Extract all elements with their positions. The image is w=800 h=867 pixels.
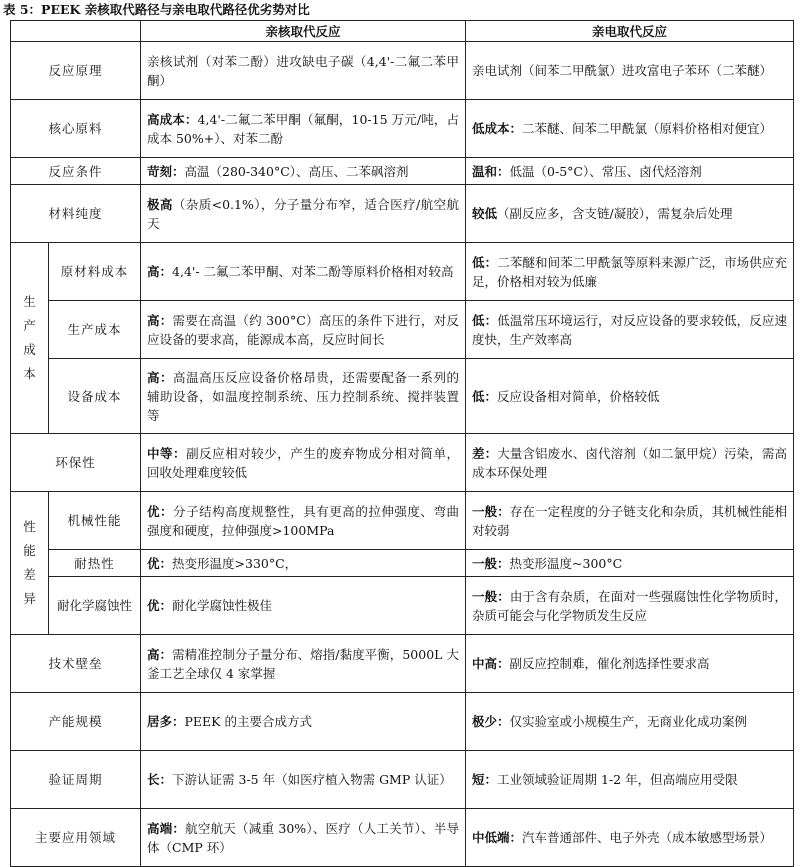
description: 副反应控制难，催化剂选择性要求高 [509,656,710,671]
row-label: 反应原理 [11,42,141,100]
rating: 优： [147,555,173,571]
nucleophilic-cell [141,185,466,243]
description: 二苯醚和间苯二甲酰氯等原料来源广泛，市场供应充足，价格相对较为低廉 [472,254,787,289]
description: 亲电试剂（间苯二甲酰氯）进攻富电子苯环（二苯醚） [472,63,773,78]
row-label: 耐化学腐蚀性 [49,577,141,635]
rating: 中高： [472,656,510,671]
row-label: 技术壁垒 [11,635,141,693]
table-row [11,158,794,185]
electrophilic-cell [466,42,794,100]
nucleophilic-cell [141,693,466,751]
electrophilic-cell [466,550,794,577]
rating: 一般： [472,588,510,604]
row-label: 主要应用领域 [11,809,141,867]
table-row [11,577,794,635]
description: 反应设备相对简单，价格较低 [497,388,660,404]
row-label: 生产成本 [49,301,141,359]
table-row [11,301,794,359]
rating: 居多： [147,714,185,729]
table-row [11,809,794,867]
row-label: 设备成本 [49,359,141,434]
electrophilic-cell [466,577,794,635]
description: 二苯醚、间苯二甲酰氯（原料价格相对便宜） [522,121,773,136]
rating: 高： [147,369,174,385]
description: 分子结构高度规整性，具有更高的拉伸强度、弯曲强度和硬度，拉伸强度>100MPa [147,503,459,538]
row-label: 材料纯度 [11,185,141,243]
description: 高温高压反应设备价格昂贵，还需要配备一系列的辅助设备，如温度控制系统、压力控制系统、搅拌装置等 [147,369,459,423]
rating: 温和： [472,163,510,179]
group-performance: 性能差异 [11,492,49,635]
description: 需要在高温（约 300°C）高压的条件下进行，对反应设备的要求高，能源成本高，反应时间长 [147,312,459,347]
description: 低温常压环境运行，对反应设备的要求较低，反应速度快，生产效率高 [472,312,787,347]
description: 4,4'- 二氟二苯甲酮、对苯二酚等原料价格相对较高 [172,264,454,279]
rating: 高： [147,312,173,328]
description: 航空航天（减重 30%）、医疗（人工关节）、半导体（CMP 环） [147,820,459,855]
rating: 低： [472,254,498,270]
electrophilic-cell [466,635,794,693]
rating: 苛刻： [147,163,185,179]
description: 高温（280-340°C）、高压、二苯砜溶剂 [184,163,409,179]
table-row [11,243,794,301]
description: 工业领域验证周期 1-2 年，但高端应用受限 [497,772,738,787]
description: （副反应多，含支链/凝胶），需复杂后处理 [497,206,733,221]
description: 下游认证需 3-5 年（如医疗植入物需 GMP 认证） [172,772,452,787]
description: 热变形温度>330°C， [172,555,298,571]
electrophilic-cell [466,693,794,751]
group-production-cost: 生产成本 [11,243,49,434]
rating: 一般： [472,555,510,571]
rating: 极少： [472,714,510,729]
rating: 长： [147,772,173,787]
table-row [11,434,794,492]
nucleophilic-cell [141,751,466,809]
description: PEEK 的主要合成方式 [184,714,312,729]
rating: 低成本： [472,121,523,136]
description: 亲核试剂（对苯二酚）进攻缺电子碳（4,4'-二氟二苯甲酮） [147,53,459,88]
electrophilic-cell [466,100,794,158]
description: 需精准控制分子量分布、熔指/黏度平衡，5000L 大釜工艺全球仅 4 家掌握 [147,646,459,681]
row-label: 原材料成本 [49,243,141,301]
description: 副反应相对较少，产生的废弃物成分相对简单，回收处理难度较低 [147,445,459,480]
table-row [11,185,794,243]
electrophilic-cell [466,359,794,434]
electrophilic-cell [466,492,794,550]
rating: 一般： [472,503,510,519]
row-label: 环保性 [11,434,141,492]
description: 热变形温度~300°C [509,555,623,571]
rating: 中等： [147,445,187,461]
row-label: 验证周期 [11,751,141,809]
description: 由于含有杂质，在面对一些强腐蚀性化学物质时，杂质可能会与化学物质发生反应 [472,588,787,623]
row-label: 耐热性 [49,550,141,577]
rating: 差： [472,445,498,461]
row-label: 产能规模 [11,693,141,751]
electrophilic-cell [466,301,794,359]
nucleophilic-cell [141,434,466,492]
row-label: 核心原料 [11,100,141,158]
row-label: 反应条件 [11,158,141,185]
description: （杂质<0.1%），分子量分布窄，适合医疗/航空航天 [147,196,459,231]
description: 耐化学腐蚀性极佳 [172,598,273,613]
nucleophilic-cell [141,42,466,100]
electrophilic-cell [466,809,794,867]
nucleophilic-cell [141,301,466,359]
description: 汽车普通部件、电子外壳（成本敏感型场景） [522,830,773,845]
rating: 优： [147,503,174,519]
table-row [11,693,794,751]
electrophilic-cell [466,434,794,492]
comparison-table [10,20,794,867]
electrophilic-cell [466,243,794,301]
nucleophilic-cell [141,100,466,158]
table-row [11,550,794,577]
nucleophilic-cell [141,158,466,185]
table-row [11,359,794,434]
nucleophilic-cell [141,359,466,434]
electrophilic-cell [466,185,794,243]
rating: 较低 [472,206,498,221]
nucleophilic-cell [141,492,466,550]
nucleophilic-cell [141,809,466,867]
rating: 中低端： [472,830,523,845]
rating: 优： [147,598,173,613]
nucleophilic-cell [141,550,466,577]
table-row [11,492,794,550]
description: 4,4'-二氟二苯甲酮（氟酮，10-15 万元/吨，占成本 50%+）、对苯二酚 [147,111,459,146]
rating: 高成本： [147,111,198,127]
rating: 高： [147,264,173,279]
description: 存在一定程度的分子链支化和杂质，其机械性能相对较弱 [472,503,787,538]
header-corner [11,21,141,42]
description: 低温（0-5°C）、常压、卤代烃溶剂 [509,163,702,179]
electrophilic-cell [466,158,794,185]
rating: 短： [472,772,498,787]
rating: 高端： [147,820,186,836]
header-electrophilic: 亲电取代反应 [466,21,794,42]
description: 仅实验室或小规模生产，无商业化成功案例 [509,714,748,729]
table-caption: 表 5：PEEK 亲核取代路径与亲电取代路径优劣势对比 [3,2,310,17]
table-row [11,751,794,809]
rating: 极高 [147,196,173,212]
nucleophilic-cell [141,243,466,301]
rating: 低： [472,312,498,328]
electrophilic-cell [466,751,794,809]
description: 大量含铝废水、卤代溶剂（如二氯甲烷）污染，需高成本环保处理 [472,445,787,480]
table-row [11,100,794,158]
header-row [11,21,794,42]
rating: 高： [147,646,173,662]
nucleophilic-cell [141,577,466,635]
rating: 低： [472,388,498,404]
row-label: 机械性能 [49,492,141,550]
table-row [11,42,794,100]
header-nucleophilic: 亲核取代反应 [141,21,466,42]
table-row [11,635,794,693]
nucleophilic-cell [141,635,466,693]
